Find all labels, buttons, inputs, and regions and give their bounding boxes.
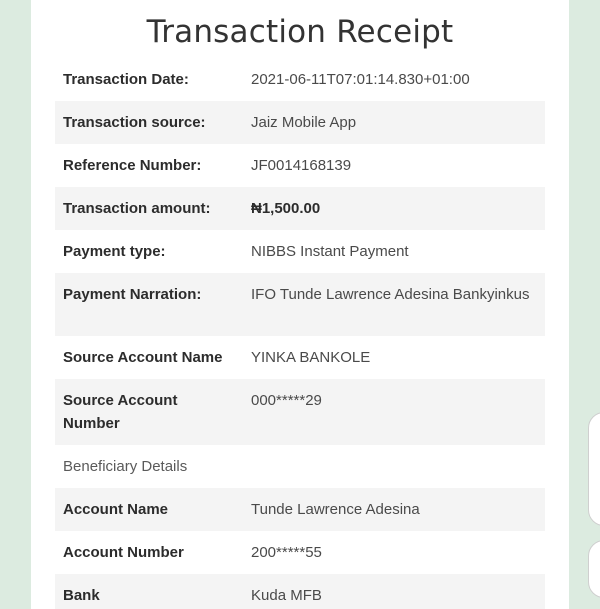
- reference-number-value: JF0014168139: [251, 157, 352, 174]
- transaction-source-label: Transaction source:: [63, 114, 206, 131]
- background-panel-edge: [588, 412, 600, 526]
- row-payment-type: [55, 230, 545, 273]
- row-transaction-date: [55, 58, 545, 101]
- row-bank: [55, 574, 545, 609]
- bank-value: Kuda MFB: [251, 587, 322, 604]
- source-account-number-value: 000*****29: [251, 392, 322, 409]
- transaction-date-label: Transaction Date:: [63, 71, 189, 88]
- transaction-amount-label: Transaction amount:: [63, 200, 211, 217]
- row-account-name: [55, 488, 545, 531]
- account-name-label: Account Name: [63, 501, 169, 518]
- receipt-details: [55, 58, 545, 609]
- transaction-source-value: Jaiz Mobile App: [251, 114, 357, 131]
- row-reference-number: [55, 144, 545, 187]
- row-source-account-name: [55, 336, 545, 379]
- source-account-name-label: Source Account Name: [63, 349, 223, 366]
- payment-type-value: NIBBS Instant Payment: [251, 243, 409, 260]
- reference-number-label: Reference Number:: [63, 157, 202, 174]
- payment-narration-value: IFO Tunde Lawrence Adesina Bankyinkus: [251, 286, 530, 303]
- account-number-label: Account Number: [63, 544, 184, 561]
- row-beneficiary-heading: [55, 445, 545, 488]
- source-account-number-label: [63, 389, 251, 435]
- transaction-date-value: 2021-06-11T07:01:14.830+01:00: [251, 71, 470, 88]
- receipt-title: Transaction Receipt: [146, 14, 454, 50]
- payment-type-label: Payment type:: [63, 243, 166, 260]
- payment-narration-label: Payment Narration:: [63, 286, 202, 303]
- source-account-number-label-text: Source Account Number: [63, 392, 178, 432]
- account-number-value: 200*****55: [251, 544, 322, 561]
- row-transaction-source: [55, 101, 545, 144]
- account-name-value: Tunde Lawrence Adesina: [251, 501, 420, 518]
- row-source-account-number: [55, 379, 545, 445]
- transaction-amount-value: ₦1,500.00: [251, 200, 321, 217]
- bank-label: Bank: [63, 587, 100, 604]
- row-payment-narration: [55, 273, 545, 336]
- beneficiary-details-heading: Beneficiary Details: [63, 458, 188, 475]
- receipt-card: [31, 0, 569, 609]
- background-button-edge[interactable]: [588, 540, 600, 598]
- row-transaction-amount: [55, 187, 545, 230]
- row-account-number: [55, 531, 545, 574]
- source-account-name-value: YINKA BANKOLE: [251, 349, 371, 366]
